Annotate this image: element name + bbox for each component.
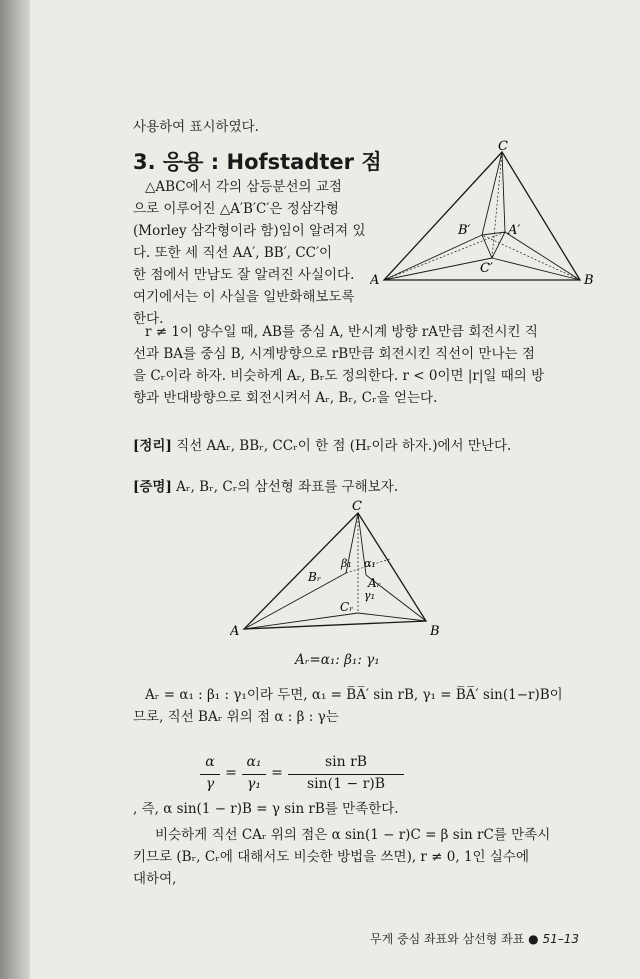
figure-caption: Aᵣ=α₁: β₁: γ₁ [295,652,380,668]
formula-lhs-den: γ [205,776,215,792]
para1-line5: 한 점에서 만남도 잘 알려진 사실이다. [133,267,355,283]
para2-line3: 을 Cᵣ이라 하자. 비슷하게 Aᵣ, Bᵣ도 정의한다. r < 0이면 |r|일 때의 방 [133,368,545,384]
formula-rhs-bar [288,774,404,775]
para5-line3: 대하여, [133,871,177,887]
fig1-vertex-a-prime: A′ [508,223,521,238]
para5-line2: 키므로 (Bᵣ, Cᵣ에 대해서도 비슷한 방법을 쓰면), r ≠ 0, 1인 실수에 [133,849,529,865]
para2-line2: 선과 BA를 중심 B, 시계방향으로 rB만큼 회전시킨 직선이 만나는 점 [133,346,535,362]
para2-line1: r ≠ 1이 양수일 때, AB를 중심 A, 반시계 방향 rA만큼 회전시킨 직 [145,324,538,340]
formula-rhs-den: sin(1 − r)B [306,776,386,792]
formula-eq-2: = [271,765,283,781]
para5-line1: 비슷하게 직선 CAᵣ 위의 점은 α sin(1 − r)C = β sin rC를 만족시 [155,827,551,843]
page-edge-shadow [0,0,30,979]
fig2-point-br: Bᵣ [308,570,321,584]
formula-eq-1: = [225,765,237,781]
fig2-vertex-b: B [430,624,440,639]
para1-line1: △ABC에서 각의 삼등분선의 교점 [145,179,342,195]
para1-line6: 여기에서는 이 사실을 일반화해보도록 [133,289,355,305]
theorem-text: 직선 AAᵣ, BBᵣ, CCᵣ이 한 점 (Hᵣ이라 하자.)에서 만난다. [176,438,512,454]
fig2-point-cr: Cᵣ [340,600,354,614]
para1-line2: 으로 이루어진 △A′B′C′은 정삼각형 [133,201,339,217]
para4-line1: , 즉, α sin(1 − r)B = γ sin rB를 만족한다. [133,801,399,817]
fig2-angle-beta1: β₁ [341,557,352,570]
formula-mid-num: α₁ [246,754,262,770]
formula-lhs-bar [200,774,220,775]
fig2-angle-alpha1: α₁ [364,557,376,570]
fig1-vertex-c-prime: C′ [480,261,493,276]
line-intro: 사용하여 표시하였다. [133,119,259,135]
theorem-label: [정리] [133,438,172,454]
fig2-vertex-a: A [230,624,240,639]
footer-title: 무게 중심 좌표와 삼선형 좌표 ● [370,932,539,946]
fig1-vertex-b-prime: B′ [458,223,471,238]
fig2-angle-gamma1: γ₁ [364,589,375,602]
para1-line4: 다. 또한 세 직선 AA′, BB′, CC′이 [133,245,333,261]
fig2-point-ar: Aᵣ [368,576,381,590]
hofstadter-figure [230,495,450,645]
fig2-vertex-c: C [352,499,362,514]
para1-line7: 한다. [133,311,164,327]
proof-text: Aᵣ, Bᵣ, Cᵣ의 삼선형 좌표를 구해보자. [176,479,398,495]
fig1-vertex-a: A [370,273,380,288]
formula-mid-den: γ₁ [247,776,261,792]
para1-line3: (Morley 삼각형이라 함)임이 알려져 있 [133,223,366,239]
page-footer [370,930,579,947]
section-title: 3. 응용 : Hofstadter 점 [133,150,382,174]
proof-label: [증명] [133,479,172,495]
page-number: 51–13 [542,932,580,946]
para3-line1: Aᵣ = α₁ : β₁ : γ₁이라 두면, α₁ = B̅A̅′ sin rB, γ₁ = B̅A̅′ sin(1−r)B이 [145,687,563,703]
morley-triangle-figure [370,140,605,290]
fig1-vertex-b: B [584,273,594,288]
formula-rhs-num: sin rB [324,754,368,770]
theorem-line [133,437,511,456]
formula-lhs-num: α [205,754,215,770]
fig1-vertex-c: C [498,140,508,154]
para2-line4: 향과 반대방향으로 회전시켜서 Aᵣ, Bᵣ, Cᵣ을 얻는다. [133,390,438,406]
formula-mid-bar [242,774,266,775]
para3-line2: 므로, 직선 BAᵣ 위의 점 α : β : γ는 [133,709,339,725]
